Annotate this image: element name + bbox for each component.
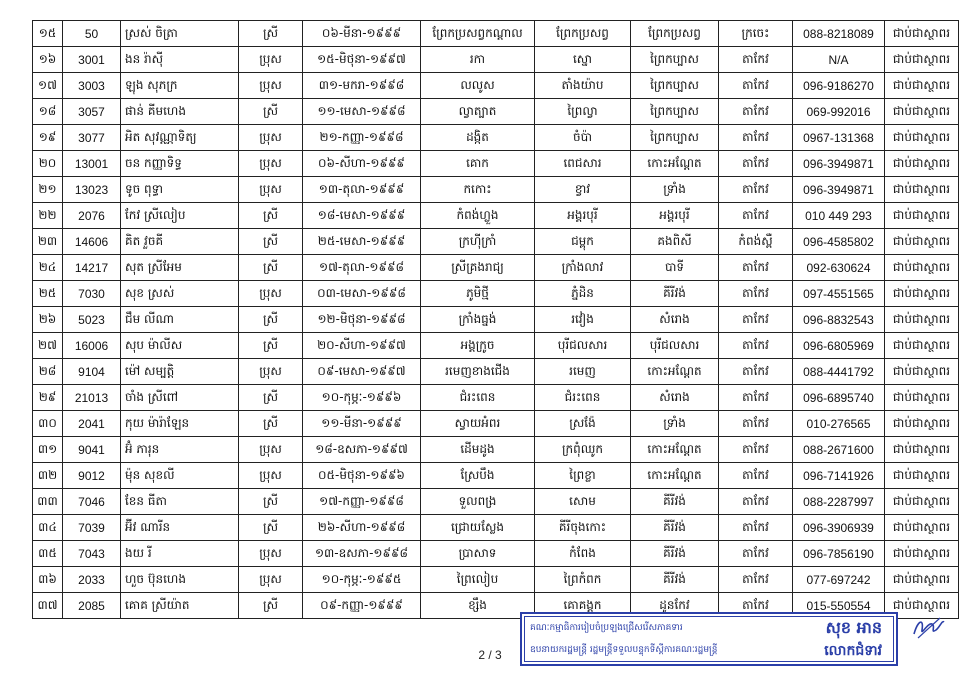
full-name-cell: សុត ស្រីអែម	[121, 255, 239, 281]
province-cell: តាកែវ	[719, 385, 793, 411]
table-row	[33, 47, 959, 73]
full-name-cell: ខែន ធីតា	[121, 489, 239, 515]
commune-cell: ជម្ពុក	[535, 229, 631, 255]
phone-cell: 088-8218089	[793, 21, 885, 47]
village-cell: ខ្សឹង	[421, 593, 535, 619]
phone-cell: 096-7141926	[793, 463, 885, 489]
candidate-id-cell: 2076	[63, 203, 121, 229]
table-row	[33, 99, 959, 125]
province-cell: តាកែវ	[719, 593, 793, 619]
province-cell: តាកែវ	[719, 151, 793, 177]
full-name-cell: ឡុង សុភក្រ	[121, 73, 239, 99]
birth-date-cell: ២៦-សីហា-១៩៩៨	[303, 515, 421, 541]
result-status-cell: ជាប់ជាស្ថាពរ	[885, 333, 959, 359]
result-status-cell: ជាប់ជាស្ថាពរ	[885, 593, 959, 619]
province-cell: តាកែវ	[719, 463, 793, 489]
phone-cell: 096-9186270	[793, 73, 885, 99]
row-number-cell: ១៩	[33, 125, 63, 151]
full-name-cell: ផាន់ គីមហេង	[121, 99, 239, 125]
candidate-id-cell: 2033	[63, 567, 121, 593]
row-number-cell: ២១	[33, 177, 63, 203]
commune-cell: ព្រៃកំពក	[535, 567, 631, 593]
table-row	[33, 463, 959, 489]
birth-date-cell: ០៣-មេសា-១៩៩៨	[303, 281, 421, 307]
full-name-cell: កុយ ម៉ារ៉ាឡែន	[121, 411, 239, 437]
candidate-id-cell: 13023	[63, 177, 121, 203]
commune-cell: សោម	[535, 489, 631, 515]
full-name-cell: កែវ ស្រីលៀប	[121, 203, 239, 229]
row-number-cell: ១៨	[33, 99, 63, 125]
row-number-cell: ៣២	[33, 463, 63, 489]
gender-cell: ស្រី	[239, 229, 303, 255]
village-cell: រមេញខាងជើង	[421, 359, 535, 385]
full-name-cell: ងយ រី	[121, 541, 239, 567]
result-status-cell: ជាប់ជាស្ថាពរ	[885, 47, 959, 73]
gender-cell: ស្រី	[239, 593, 303, 619]
province-cell: តាកែវ	[719, 281, 793, 307]
result-status-cell: ជាប់ជាស្ថាពរ	[885, 437, 959, 463]
village-cell: ស្រីគ្រងរាជ្យ	[421, 255, 535, 281]
province-cell: តាកែវ	[719, 359, 793, 385]
result-status-cell: ជាប់ជាស្ថាពរ	[885, 125, 959, 151]
table-row	[33, 255, 959, 281]
birth-date-cell: ១១-មីនា-១៩៩៩	[303, 411, 421, 437]
village-cell: លលូស	[421, 73, 535, 99]
row-number-cell: ២៨	[33, 359, 63, 385]
commune-cell: ស្រង៉ែ	[535, 411, 631, 437]
commune-cell: ខ្វាវ	[535, 177, 631, 203]
gender-cell: ប្រុស	[239, 177, 303, 203]
commune-cell: ស្នោ	[535, 47, 631, 73]
phone-cell: 092-630624	[793, 255, 885, 281]
phone-cell: 015-550554	[793, 593, 885, 619]
full-name-cell: ស្រស់ ចិត្រា	[121, 21, 239, 47]
district-cell: គីរីវង់	[631, 489, 719, 515]
birth-date-cell: ២០-សីហា-១៩៩៧	[303, 333, 421, 359]
province-cell: តាកែវ	[719, 255, 793, 281]
commune-cell: ភ្នំដិន	[535, 281, 631, 307]
gender-cell: ស្រី	[239, 203, 303, 229]
table-row	[33, 307, 959, 333]
stamp-signatory-title: លោកជំទាវ	[824, 643, 882, 659]
signature-mark	[910, 612, 946, 642]
row-number-cell: ៣១	[33, 437, 63, 463]
candidate-id-cell: 21013	[63, 385, 121, 411]
row-number-cell: ៣០	[33, 411, 63, 437]
table-row	[33, 489, 959, 515]
village-cell: ជំរះពេន	[421, 385, 535, 411]
candidate-id-cell: 13001	[63, 151, 121, 177]
village-cell: គោក	[421, 151, 535, 177]
results-table	[32, 20, 959, 619]
commune-cell: អង្គរបុរី	[535, 203, 631, 229]
phone-cell: 096-7856190	[793, 541, 885, 567]
district-cell: ទ្រាំង	[631, 411, 719, 437]
result-status-cell: ជាប់ជាស្ថាពរ	[885, 463, 959, 489]
phone-cell: 096-4585802	[793, 229, 885, 255]
commune-cell: គោគង្គូក	[535, 593, 631, 619]
phone-cell: 0967-131368	[793, 125, 885, 151]
birth-date-cell: ១២-មិថុនា-១៩៩៨	[303, 307, 421, 333]
birth-date-cell: ០៩-មេសា-១៩៩៧	[303, 359, 421, 385]
phone-cell: 010-276565	[793, 411, 885, 437]
gender-cell: ប្រុស	[239, 73, 303, 99]
candidate-id-cell: 14217	[63, 255, 121, 281]
district-cell: គីរីវង់	[631, 567, 719, 593]
village-cell: កកោះ	[421, 177, 535, 203]
candidate-id-cell: 50	[63, 21, 121, 47]
table-row	[33, 151, 959, 177]
commune-cell: រវៀង	[535, 307, 631, 333]
commune-cell: រមេញ	[535, 359, 631, 385]
gender-cell: ប្រុស	[239, 541, 303, 567]
phone-cell: N/A	[793, 47, 885, 73]
candidate-id-cell: 9041	[63, 437, 121, 463]
result-status-cell: ជាប់ជាស្ថាពរ	[885, 255, 959, 281]
district-cell: គីរីវង់	[631, 281, 719, 307]
phone-cell: 096-3949871	[793, 177, 885, 203]
candidate-id-cell: 7039	[63, 515, 121, 541]
phone-cell: 096-3906939	[793, 515, 885, 541]
village-cell: ប្រាសាទ	[421, 541, 535, 567]
result-status-cell: ជាប់ជាស្ថាពរ	[885, 203, 959, 229]
village-cell: កំពង់ហ្លួង	[421, 203, 535, 229]
gender-cell: ស្រី	[239, 385, 303, 411]
commune-cell: ព្រៃខ្លា	[535, 463, 631, 489]
gender-cell: ស្រី	[239, 21, 303, 47]
row-number-cell: ៣៣	[33, 489, 63, 515]
gender-cell: ប្រុស	[239, 359, 303, 385]
full-name-cell: ងន រ៉ាស៊ី	[121, 47, 239, 73]
row-number-cell: ៣៥	[33, 541, 63, 567]
district-cell: កោះអណ្តែត	[631, 359, 719, 385]
district-cell: កោះអណ្តែត	[631, 437, 719, 463]
district-cell: ព្រៃកប្បាស	[631, 47, 719, 73]
candidate-id-cell: 2041	[63, 411, 121, 437]
row-number-cell: ២៩	[33, 385, 63, 411]
result-status-cell: ជាប់ជាស្ថាពរ	[885, 489, 959, 515]
district-cell: ព្រៃកប្បាស	[631, 125, 719, 151]
candidate-id-cell: 2085	[63, 593, 121, 619]
commune-cell: តាំងយ៉ាប	[535, 73, 631, 99]
village-cell: ល្វាត្បាត	[421, 99, 535, 125]
gender-cell: ស្រី	[239, 333, 303, 359]
stamp-signatory-name: សុខ អាន	[825, 618, 882, 637]
village-cell: ស្វាយអំពរ	[421, 411, 535, 437]
province-cell: តាកែវ	[719, 177, 793, 203]
official-stamp	[520, 612, 898, 666]
candidate-id-cell: 3001	[63, 47, 121, 73]
commune-cell: ជំរះពេន	[535, 385, 631, 411]
table-row	[33, 281, 959, 307]
table-row	[33, 359, 959, 385]
birth-date-cell: ០៦-មីនា-១៩៩៩	[303, 21, 421, 47]
commune-cell: ក្រពុំឈូក	[535, 437, 631, 463]
result-status-cell: ជាប់ជាស្ថាពរ	[885, 177, 959, 203]
commune-cell: កំពែង	[535, 541, 631, 567]
phone-cell: 069-992016	[793, 99, 885, 125]
village-cell: អង្គក្រូច	[421, 333, 535, 359]
gender-cell: ប្រុស	[239, 47, 303, 73]
full-name-cell: ហួច ប៊ុនហេង	[121, 567, 239, 593]
district-cell: ដូនកែវ	[631, 593, 719, 619]
result-status-cell: ជាប់ជាស្ថាពរ	[885, 515, 959, 541]
candidate-id-cell: 3003	[63, 73, 121, 99]
table-row	[33, 567, 959, 593]
district-cell: កោះអណ្តែត	[631, 463, 719, 489]
province-cell: កំពង់ស្ពឺ	[719, 229, 793, 255]
gender-cell: ប្រុស	[239, 125, 303, 151]
table-row	[33, 203, 959, 229]
full-name-cell: សុប ម៉ាលីស	[121, 333, 239, 359]
village-cell: ក្រហ៊ីក្រាំ	[421, 229, 535, 255]
commune-cell: ក្រាំងលាវ	[535, 255, 631, 281]
phone-cell: 088-4441792	[793, 359, 885, 385]
row-number-cell: ២៣	[33, 229, 63, 255]
birth-date-cell: ១៣-ឧសភា-១៩៩៨	[303, 541, 421, 567]
table-row	[33, 541, 959, 567]
birth-date-cell: ១៣-តុលា-១៩៩៩	[303, 177, 421, 203]
row-number-cell: ១៧	[33, 73, 63, 99]
gender-cell: ប្រុស	[239, 567, 303, 593]
candidate-id-cell: 3077	[63, 125, 121, 151]
result-status-cell: ជាប់ជាស្ថាពរ	[885, 281, 959, 307]
full-name-cell: គិត វួចគី	[121, 229, 239, 255]
birth-date-cell: ១០-កុម្ភៈ-១៩៩៥	[303, 567, 421, 593]
row-number-cell: ៣៤	[33, 515, 63, 541]
district-cell: គីរីវង់	[631, 541, 719, 567]
village-cell: ទួលពង្រ	[421, 489, 535, 515]
table-row	[33, 73, 959, 99]
commune-cell: បុរីជលសារ	[535, 333, 631, 359]
candidate-id-cell: 7046	[63, 489, 121, 515]
phone-cell: 096-8832543	[793, 307, 885, 333]
result-status-cell: ជាប់ជាស្ថាពរ	[885, 359, 959, 385]
candidate-id-cell: 9012	[63, 463, 121, 489]
birth-date-cell: ២១-កញ្ញា-១៩៩៨	[303, 125, 421, 151]
province-cell: តាកែវ	[719, 411, 793, 437]
result-status-cell: ជាប់ជាស្ថាពរ	[885, 385, 959, 411]
village-cell: រកា	[421, 47, 535, 73]
phone-cell: 088-2287997	[793, 489, 885, 515]
gender-cell: ស្រី	[239, 307, 303, 333]
province-cell: តាកែវ	[719, 307, 793, 333]
birth-date-cell: ០៦-សីហា-១៩៩៩	[303, 151, 421, 177]
district-cell: ទ្រាំង	[631, 177, 719, 203]
full-name-cell: ចាំង ស្រីពៅ	[121, 385, 239, 411]
full-name-cell: ចន កញ្ញាទិទ្ធ	[121, 151, 239, 177]
village-cell: ព្រែកប្រសព្វកណ្តាល	[421, 21, 535, 47]
district-cell: គងពិសី	[631, 229, 719, 255]
birth-date-cell: ១៨-ឧសភា-១៩៩៧	[303, 437, 421, 463]
province-cell: តាកែវ	[719, 541, 793, 567]
birth-date-cell: ១៧-តុលា-១៩៩៨	[303, 255, 421, 281]
full-name-cell: អ៊ីវ ណារីន	[121, 515, 239, 541]
result-status-cell: ជាប់ជាស្ថាពរ	[885, 229, 959, 255]
village-cell: ដង្កិត	[421, 125, 535, 151]
result-status-cell: ជាប់ជាស្ថាពរ	[885, 73, 959, 99]
province-cell: តាកែវ	[719, 125, 793, 151]
full-name-cell: សុខ ស្រស់	[121, 281, 239, 307]
full-name-cell: ទូច ពុទ្ធា	[121, 177, 239, 203]
province-cell: ក្រចេះ	[719, 21, 793, 47]
gender-cell: ស្រី	[239, 411, 303, 437]
village-cell: ព្រៃលៀប	[421, 567, 535, 593]
candidate-id-cell: 3057	[63, 99, 121, 125]
district-cell: បុរីជលសារ	[631, 333, 719, 359]
commune-cell: ពេជសារ	[535, 151, 631, 177]
province-cell: តាកែវ	[719, 515, 793, 541]
table-body	[33, 21, 959, 619]
phone-cell: 096-6895740	[793, 385, 885, 411]
full-name-cell: គោគ ស្រីយ៉ាត	[121, 593, 239, 619]
district-cell: ព្រៃកប្បាស	[631, 73, 719, 99]
phone-cell: 097-4551565	[793, 281, 885, 307]
commune-cell: ព្រៃល្វា	[535, 99, 631, 125]
row-number-cell: ១៥	[33, 21, 63, 47]
village-cell: ស្រែបឹង	[421, 463, 535, 489]
birth-date-cell: ៣១-មករា-១៩៩៨	[303, 73, 421, 99]
gender-cell: ប្រុស	[239, 463, 303, 489]
village-cell: ក្រាំងធ្នង់	[421, 307, 535, 333]
birth-date-cell: ០៩-កញ្ញា-១៩៩៩	[303, 593, 421, 619]
village-cell: ជ្រោយស្លែង	[421, 515, 535, 541]
table-row	[33, 437, 959, 463]
row-number-cell: ៣៦	[33, 567, 63, 593]
gender-cell: ស្រី	[239, 489, 303, 515]
gender-cell: ប្រុស	[239, 151, 303, 177]
row-number-cell: ២៧	[33, 333, 63, 359]
row-number-cell: ១៦	[33, 47, 63, 73]
province-cell: តាកែវ	[719, 99, 793, 125]
phone-cell: 077-697242	[793, 567, 885, 593]
commune-cell: ចំប៉ា	[535, 125, 631, 151]
birth-date-cell: ១១-មេសា-១៩៩៨	[303, 99, 421, 125]
full-name-cell: ម៉ៅ សម្បត្តិ	[121, 359, 239, 385]
gender-cell: ស្រី	[239, 515, 303, 541]
table-row	[33, 125, 959, 151]
table-row	[33, 21, 959, 47]
row-number-cell: ២២	[33, 203, 63, 229]
gender-cell: ប្រុស	[239, 437, 303, 463]
gender-cell: ស្រី	[239, 99, 303, 125]
result-status-cell: ជាប់ជាស្ថាពរ	[885, 151, 959, 177]
full-name-cell: ជឹម លីណា	[121, 307, 239, 333]
row-number-cell: ២៤	[33, 255, 63, 281]
candidate-id-cell: 9104	[63, 359, 121, 385]
table-row	[33, 177, 959, 203]
district-cell: បាទី	[631, 255, 719, 281]
candidate-id-cell: 16006	[63, 333, 121, 359]
candidate-id-cell: 7030	[63, 281, 121, 307]
candidate-id-cell: 14606	[63, 229, 121, 255]
birth-date-cell: ១៥-មិថុនា-១៩៩៧	[303, 47, 421, 73]
row-number-cell: ២៦	[33, 307, 63, 333]
table-row	[33, 411, 959, 437]
commune-cell: ព្រែកប្រសព្វ	[535, 21, 631, 47]
phone-cell: 096-6805969	[793, 333, 885, 359]
result-status-cell: ជាប់ជាស្ថាពរ	[885, 567, 959, 593]
stamp-subtitle-line: ឧបនាយករដ្ឋមន្ត្រី រដ្ឋមន្ត្រីទទួលបន្ទុកទីស្តីការគណៈរដ្ឋមន្ត្រី	[530, 645, 718, 655]
birth-date-cell: ១៨-មេសា-១៩៩៩	[303, 203, 421, 229]
birth-date-cell: ២៥-មេសា-១៩៩៩	[303, 229, 421, 255]
birth-date-cell: ១៧-កញ្ញា-១៩៩៨	[303, 489, 421, 515]
result-status-cell: ជាប់ជាស្ថាពរ	[885, 307, 959, 333]
result-status-cell: ជាប់ជាស្ថាពរ	[885, 411, 959, 437]
stamp-title-line: គណៈកម្មាធិការរៀបចំប្រឡងជ្រើសរើសភាគទារ	[530, 623, 683, 633]
province-cell: តាកែវ	[719, 437, 793, 463]
page-number: 2 / 3	[478, 648, 502, 662]
phone-cell: 096-3949871	[793, 151, 885, 177]
village-cell: ភូមិថ្មី	[421, 281, 535, 307]
village-cell: ដើមដូង	[421, 437, 535, 463]
result-status-cell: ជាប់ជាស្ថាពរ	[885, 541, 959, 567]
province-cell: តាកែវ	[719, 47, 793, 73]
birth-date-cell: ០៥-មិថុនា-១៩៩៦	[303, 463, 421, 489]
row-number-cell: ២៥	[33, 281, 63, 307]
district-cell: ព្រៃកប្បាស	[631, 99, 719, 125]
phone-cell: 088-2671600	[793, 437, 885, 463]
result-status-cell: ជាប់ជាស្ថាពរ	[885, 99, 959, 125]
province-cell: តាកែវ	[719, 489, 793, 515]
gender-cell: ស្រី	[239, 255, 303, 281]
candidate-id-cell: 5023	[63, 307, 121, 333]
district-cell: ព្រែកប្រសព្វ	[631, 21, 719, 47]
gender-cell: ប្រុស	[239, 281, 303, 307]
district-cell: សំរោង	[631, 307, 719, 333]
result-status-cell: ជាប់ជាស្ថាពរ	[885, 21, 959, 47]
table-row	[33, 333, 959, 359]
district-cell: សំរោង	[631, 385, 719, 411]
table-row	[33, 229, 959, 255]
phone-cell: 010 449 293	[793, 203, 885, 229]
province-cell: តាកែវ	[719, 203, 793, 229]
table-row	[33, 385, 959, 411]
commune-cell: គីរីចុងកោះ	[535, 515, 631, 541]
row-number-cell: ៣៧	[33, 593, 63, 619]
district-cell: អង្គរបុរី	[631, 203, 719, 229]
full-name-cell: ម៉ុន សុខលី	[121, 463, 239, 489]
district-cell: កោះអណ្តែត	[631, 151, 719, 177]
district-cell: គីរីវង់	[631, 515, 719, 541]
row-number-cell: ២០	[33, 151, 63, 177]
birth-date-cell: ១០-កុម្ភៈ-១៩៩៦	[303, 385, 421, 411]
full-name-cell: អ៊ំ ភារុន	[121, 437, 239, 463]
candidate-id-cell: 7043	[63, 541, 121, 567]
full-name-cell: អិត សុវណ្ណាទិត្យ	[121, 125, 239, 151]
table-row	[33, 515, 959, 541]
province-cell: តាកែវ	[719, 567, 793, 593]
province-cell: តាកែវ	[719, 73, 793, 99]
province-cell: តាកែវ	[719, 333, 793, 359]
